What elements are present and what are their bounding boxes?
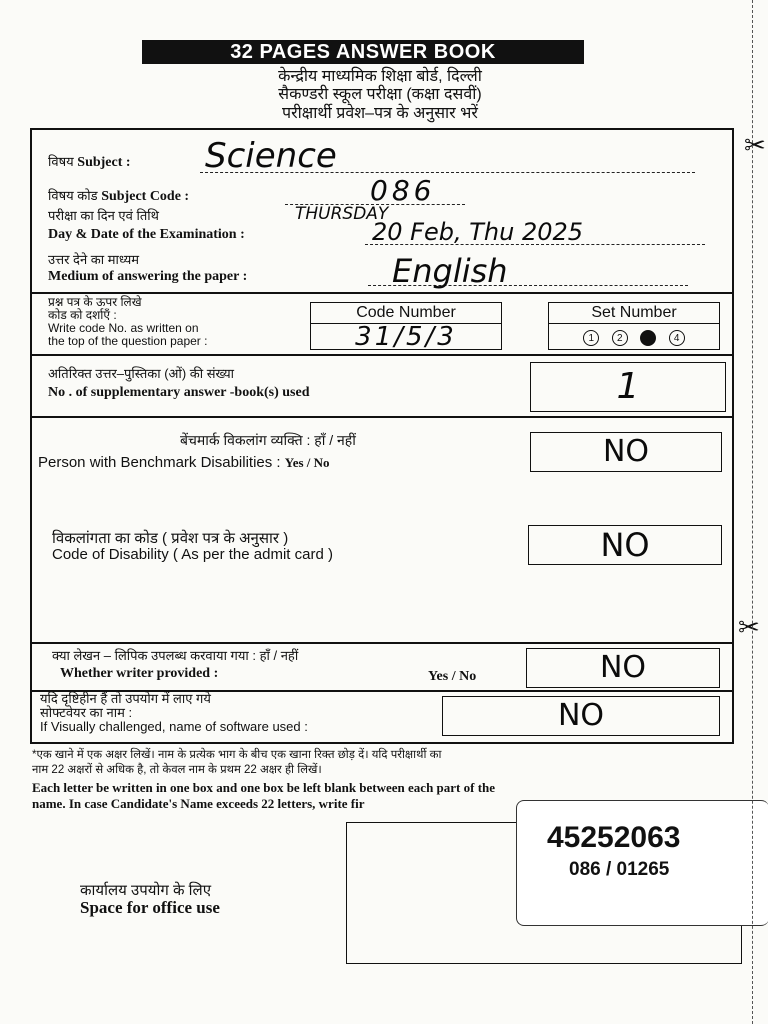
writer-yes-no: Yes / No: [428, 669, 477, 684]
exam-date-label-hindi: परीक्षा का दिन एवं तिथि: [48, 208, 159, 223]
medium-value[interactable]: English: [392, 252, 508, 290]
medium-label: Medium of answering the paper :: [48, 269, 248, 284]
exam-date-label: Day & Date of the Examination :: [48, 227, 245, 242]
divider: [30, 292, 734, 294]
divider: [30, 416, 734, 418]
office-use-label-hindi: कार्यालय उपयोग के लिए: [80, 882, 212, 899]
code-number-header: Code Number: [311, 303, 501, 324]
subject-value[interactable]: Science: [205, 136, 337, 176]
set-option-1[interactable]: 1: [583, 330, 599, 346]
subject-label: विषय Subject :: [48, 154, 131, 170]
code-instruction: प्रश्न पत्र के ऊपर लिखे कोड को दर्शाएँ : Write code No. as written on the top of the question paper :: [48, 295, 208, 348]
fill-instruction-hindi: परीक्षार्थी प्रवेश–पत्र के अनुसार भरें: [282, 105, 478, 122]
disability-code-box: [528, 525, 722, 565]
benchmark-label: Person with Benchmark Disabilities : Yes / No: [38, 454, 330, 471]
answer-book-banner: 32 PAGES ANSWER BOOK: [142, 40, 584, 64]
set-number-options: [549, 324, 719, 346]
benchmark-value[interactable]: NO: [602, 434, 650, 469]
medium-label-hindi: उत्तर देने का माध्यम: [48, 252, 140, 267]
roll-number-sticker: [516, 800, 768, 926]
exam-name-hindi: सैकण्डरी स्कूल परीक्षा (कक्षा दसवीं): [278, 86, 482, 103]
set-number-header: Set Number: [549, 303, 719, 324]
cut-line: [752, 0, 753, 1024]
exam-date-value[interactable]: 20 Feb, Thu 2025: [372, 218, 584, 246]
code-number-value[interactable]: 31/5/3: [355, 322, 457, 352]
writer-value[interactable]: NO: [599, 650, 647, 685]
instruction-english: Each letter be written in one box and one box be left blank between each part of the name. In case Candidate's Name exceeds 22 letters, write fir: [32, 780, 496, 811]
software-box: [442, 696, 720, 736]
writer-label: Whether writer provided :: [60, 666, 219, 681]
benchmark-box: [530, 432, 722, 472]
divider: [30, 642, 734, 644]
code-number-box: [310, 302, 502, 350]
set-option-2[interactable]: 2: [612, 330, 628, 346]
sticker-code: 086 / 01265: [569, 859, 670, 880]
disability-code-label: Code of Disability ( As per the admit card ): [52, 546, 333, 563]
writer-box: [526, 648, 720, 688]
disability-code-value[interactable]: NO: [600, 526, 650, 564]
subject-code-value[interactable]: 086: [370, 174, 436, 207]
software-label: यदि दृष्टिहीन हैं तो उपयोग में लाए गये सोफ्टवेयर का नाम : If Visually challenged, name of software used :: [40, 691, 308, 734]
software-value[interactable]: NO: [557, 698, 605, 733]
supplementary-label-hindi: अतिरिक्त उत्तर–पुस्तिका (ओं) की संख्या: [48, 366, 235, 381]
divider: [30, 354, 734, 356]
set-option-3-selected[interactable]: 3: [640, 330, 656, 346]
supplementary-box: [530, 362, 726, 412]
supplementary-value[interactable]: 1: [616, 366, 640, 407]
scissors-icon: ✂: [738, 612, 760, 642]
office-use-label: Space for office use: [80, 898, 220, 917]
exam-day-value[interactable]: THURSDAY: [295, 204, 389, 224]
set-number-box: [548, 302, 720, 350]
benchmark-label-hindi: बेंचमार्क विकलांग व्यक्ति : हाँ / नहीं: [180, 432, 356, 448]
scissors-icon: ✂: [744, 130, 766, 160]
disability-code-label-hindi: विकलांगता का कोड ( प्रवेश पत्र के अनुसार ): [52, 530, 289, 547]
board-name-hindi: केन्द्रीय माध्यमिक शिक्षा बोर्ड, दिल्ली: [278, 68, 482, 85]
writer-label-hindi: क्या लेखन – लिपिक उपलब्ध करवाया गया : हाँ / नहीं: [52, 648, 299, 663]
instruction-hindi: *एक खाने में एक अक्षर लिखें। नाम के प्रत्येक भाग के बीच एक खाना रिक्त छोड़ दें। यदि परीक्षार्थी का नाम 22 अक्षरों से अधिक है, तो केवल नाम के प्रथम 22 अक्षर ही लिखें।: [32, 749, 442, 776]
supplementary-label: No . of supplementary answer -book(s) used: [48, 385, 310, 400]
set-option-4[interactable]: 4: [669, 330, 685, 346]
sticker-number: 45252063: [547, 821, 681, 854]
subject-code-label: विषय कोड Subject Code :: [48, 188, 190, 204]
